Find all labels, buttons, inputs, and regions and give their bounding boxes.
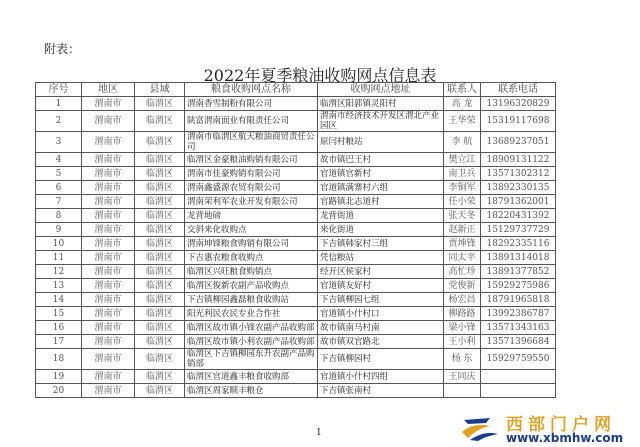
address-cell: 来化街道 (318, 223, 444, 237)
row-number: 12 (36, 265, 82, 279)
contact-cell: 李 航 (444, 132, 481, 153)
table-header-row (36, 83, 556, 97)
region-cell: 渭南市 (82, 335, 135, 349)
table-row (36, 209, 556, 223)
phone-cell: 13571343163 (481, 321, 556, 335)
contact-cell: 杨宏昌 (444, 293, 481, 307)
table-row (36, 111, 556, 132)
phone-cell: 13992386787 (481, 307, 556, 321)
row-number: 16 (36, 321, 82, 335)
contact-cell: 王华荣 (444, 111, 481, 132)
phone-cell: 13571396684 (481, 335, 556, 349)
address-cell: 官道镇友好村 (318, 279, 444, 293)
county-cell: 临渭区 (135, 209, 185, 223)
row-number: 11 (36, 251, 82, 265)
address-cell: 下吉镇韩家村三组 (318, 237, 444, 251)
county-cell: 临渭区 (135, 153, 185, 167)
table-row (36, 293, 556, 307)
table-row (36, 237, 556, 251)
point-name-cell: 渭南荣利军农业开发有限公司 (185, 195, 318, 209)
point-name-cell: 临渭区俊新农副产品收购点 (185, 279, 318, 293)
region-cell: 渭南市 (82, 223, 135, 237)
region-cell: 渭南市 (82, 153, 135, 167)
point-name-cell: 临渭区下吉镇柳园东升农副产品购销部 (185, 349, 318, 370)
point-name-cell: 临渭区金豪粮油购销有限公司 (185, 153, 318, 167)
address-cell: 故市镇巴王村 (318, 153, 444, 167)
region-cell: 渭南市 (82, 167, 135, 181)
point-name-cell: 陕富渭南面业有限责任公司 (185, 111, 318, 132)
row-number: 10 (36, 237, 82, 251)
region-cell: 渭南市 (82, 132, 135, 153)
contact-cell: 同太平 (444, 251, 481, 265)
document-title: 2022年夏季粮油收购网点信息表 (203, 66, 437, 85)
region-cell: 渭南市 (82, 251, 135, 265)
phone-cell: 15929759550 (481, 349, 556, 370)
region-cell: 渭南市 (82, 370, 135, 384)
table-row (36, 251, 556, 265)
row-number: 5 (36, 167, 82, 181)
row-number: 19 (36, 370, 82, 384)
table-row (36, 307, 556, 321)
phone-cell: 18791965818 (481, 293, 556, 307)
address-cell: 故市镇南马村南 (318, 321, 444, 335)
column-header: 联系电话 (481, 83, 556, 97)
contact-cell: 杨 东 (444, 349, 481, 370)
address-cell: 原闫村粮站 (318, 132, 444, 153)
county-cell: 临渭区 (135, 97, 185, 111)
column-header: 地区 (82, 83, 135, 97)
table-row (36, 370, 556, 384)
region-cell: 渭南市 (82, 97, 135, 111)
phone-cell: 18791362001 (481, 195, 556, 209)
contact-cell: 王同庆 (444, 370, 481, 384)
region-cell: 渭南市 (82, 209, 135, 223)
contact-cell: 王小利 (444, 335, 481, 349)
table-row (36, 223, 556, 237)
page-number: 1 (316, 428, 322, 438)
column-header: 联系人 (444, 83, 481, 97)
phone-cell: 15129737729 (481, 223, 556, 237)
point-name-cell: 下吉镇柳园鑫磊粮食收购站 (185, 293, 318, 307)
table-row (36, 321, 556, 335)
phone-cell: 13891314018 (481, 251, 556, 265)
phone-cell (481, 384, 556, 398)
point-name-cell: 渭南香雪制粉有限公司 (185, 97, 318, 111)
phone-cell: 13571302312 (481, 167, 556, 181)
column-header: 序号 (36, 83, 82, 97)
county-cell: 临渭区 (135, 349, 185, 370)
county-cell: 临渭区 (135, 321, 185, 335)
address-cell: 下吉镇柳园村 (318, 349, 444, 370)
table-row (36, 167, 556, 181)
address-cell: 龙背街道 (318, 209, 444, 223)
county-cell: 临渭区 (135, 307, 185, 321)
county-cell: 临渭区 (135, 293, 185, 307)
county-cell: 临渭区 (135, 237, 185, 251)
region-cell: 渭南市 (82, 321, 135, 335)
table-row (36, 265, 556, 279)
row-number: 7 (36, 195, 82, 209)
county-cell: 临渭区 (135, 111, 185, 132)
point-name-cell: 临渭区故市镇小锋农副产品收购部 (185, 321, 318, 335)
phone-cell: 18909131122 (481, 153, 556, 167)
contact-cell: 柳路路 (444, 307, 481, 321)
point-name-cell: 交斜来化收购点 (185, 223, 318, 237)
address-cell: 官道镇小什村口 (318, 307, 444, 321)
point-name-cell: 临渭区兴旺粮食购销点 (185, 265, 318, 279)
contact-cell: 张天冬 (444, 209, 481, 223)
region-cell: 渭南市 (82, 349, 135, 370)
collection-points-table (35, 82, 556, 398)
address-cell: 故市镇双官路北 (318, 335, 444, 349)
table-row (36, 335, 556, 349)
contact-cell: 梁小锋 (444, 321, 481, 335)
address-cell: 经开区侯家村 (318, 265, 444, 279)
table-row (36, 153, 556, 167)
address-cell: 官道镇满寨村六组 (318, 181, 444, 195)
point-name-cell: 下吉惠农粮食收购点 (185, 251, 318, 265)
point-name-cell: 临渭区周家顺丰粮仓 (185, 384, 318, 398)
table-row (36, 279, 556, 293)
county-cell: 临渭区 (135, 223, 185, 237)
county-cell: 临渭区 (135, 251, 185, 265)
watermark-name: 西部门户网 (506, 415, 616, 435)
address-cell: 官路镇北志道村 (318, 195, 444, 209)
row-number: 15 (36, 307, 82, 321)
address-cell: 临渭区阳郭镇灵阳村 (318, 97, 444, 111)
address-cell: 官道镇小什村四组 (318, 370, 444, 384)
contact-cell: 南卫兵 (444, 167, 481, 181)
table-row (36, 349, 556, 370)
phone-cell: 13892330135 (481, 181, 556, 195)
point-name-cell: 阳光利民农民专业合作社 (185, 307, 318, 321)
watermark-url: www.xbmhw.com (506, 431, 624, 445)
region-cell: 渭南市 (82, 237, 135, 251)
point-name-cell: 渭南市佳豪购销有限公司 (185, 167, 318, 181)
county-cell: 临渭区 (135, 279, 185, 293)
region-cell: 渭南市 (82, 195, 135, 209)
contact-cell: 高忙珍 (444, 265, 481, 279)
contact-cell: 高 龙 (444, 97, 481, 111)
contact-cell: 赵新正 (444, 223, 481, 237)
attachment-label: 附表： (44, 42, 81, 56)
region-cell: 渭南市 (82, 384, 135, 398)
phone-cell: 15319117698 (481, 111, 556, 132)
row-number: 2 (36, 111, 82, 132)
phone-cell: 13891377852 (481, 265, 556, 279)
address-cell: 凭信粮站 (318, 251, 444, 265)
point-name-cell: 临渭区故市镇小利农副产品收购部 (185, 335, 318, 349)
row-number: 4 (36, 153, 82, 167)
row-number: 6 (36, 181, 82, 195)
contact-cell: 樊立江 (444, 153, 481, 167)
region-cell: 渭南市 (82, 181, 135, 195)
address-cell: 渭南市经济技术开发区渭北产业园区 (318, 111, 444, 132)
county-cell: 临渭区 (135, 181, 185, 195)
row-number: 1 (36, 97, 82, 111)
phone-cell: 18292335116 (481, 237, 556, 251)
county-cell: 临渭区 (135, 335, 185, 349)
phone-cell: 18220431392 (481, 209, 556, 223)
row-number: 9 (36, 223, 82, 237)
county-cell: 临渭区 (135, 167, 185, 181)
contact-cell: 李铜军 (444, 181, 481, 195)
row-number: 13 (36, 279, 82, 293)
column-header: 粮食收购网点名称 (185, 83, 318, 97)
phone-cell: 13689237051 (481, 132, 556, 153)
point-name-cell: 渭南坤锋粮食购销有限公司 (185, 237, 318, 251)
region-cell: 渭南市 (82, 265, 135, 279)
region-cell: 渭南市 (82, 293, 135, 307)
point-name-cell: 渭南鑫盛源农贸有限公司 (185, 181, 318, 195)
table-row (36, 97, 556, 111)
column-header: 县域 (135, 83, 185, 97)
row-number: 17 (36, 335, 82, 349)
row-number: 3 (36, 132, 82, 153)
watermark-logo-icon (460, 414, 500, 442)
point-name-cell: 龙背地磅 (185, 209, 318, 223)
table-row (36, 132, 556, 153)
table-row (36, 384, 556, 398)
county-cell: 临渭区 (135, 132, 185, 153)
county-cell: 临渭区 (135, 265, 185, 279)
region-cell: 渭南市 (82, 279, 135, 293)
table-row (36, 181, 556, 195)
address-cell: 下吉镇柳园七组 (318, 293, 444, 307)
county-cell: 临渭区 (135, 370, 185, 384)
point-name-cell: 临渭区官道鑫丰粮食收购部 (185, 370, 318, 384)
address-cell: 官道镇官新村 (318, 167, 444, 181)
row-number: 14 (36, 293, 82, 307)
phone-cell (481, 370, 556, 384)
table-row (36, 195, 556, 209)
watermark (456, 410, 640, 447)
region-cell: 渭南市 (82, 307, 135, 321)
contact-cell (444, 384, 481, 398)
contact-cell: 贾坤锋 (444, 237, 481, 251)
row-number: 8 (36, 209, 82, 223)
row-number: 20 (36, 384, 82, 398)
row-number: 18 (36, 349, 82, 370)
column-header: 收购网点地址 (318, 83, 444, 97)
phone-cell: 15929275986 (481, 279, 556, 293)
address-cell: 下吉镇张南村 (318, 384, 444, 398)
contact-cell: 党俊新 (444, 279, 481, 293)
point-name-cell: 渭南市临渭区航天粮油商贸责任公司 (185, 132, 318, 153)
contact-cell: 任小荣 (444, 195, 481, 209)
region-cell: 渭南市 (82, 111, 135, 132)
phone-cell: 13196320829 (481, 97, 556, 111)
county-cell: 临渭区 (135, 195, 185, 209)
county-cell: 临渭区 (135, 384, 185, 398)
